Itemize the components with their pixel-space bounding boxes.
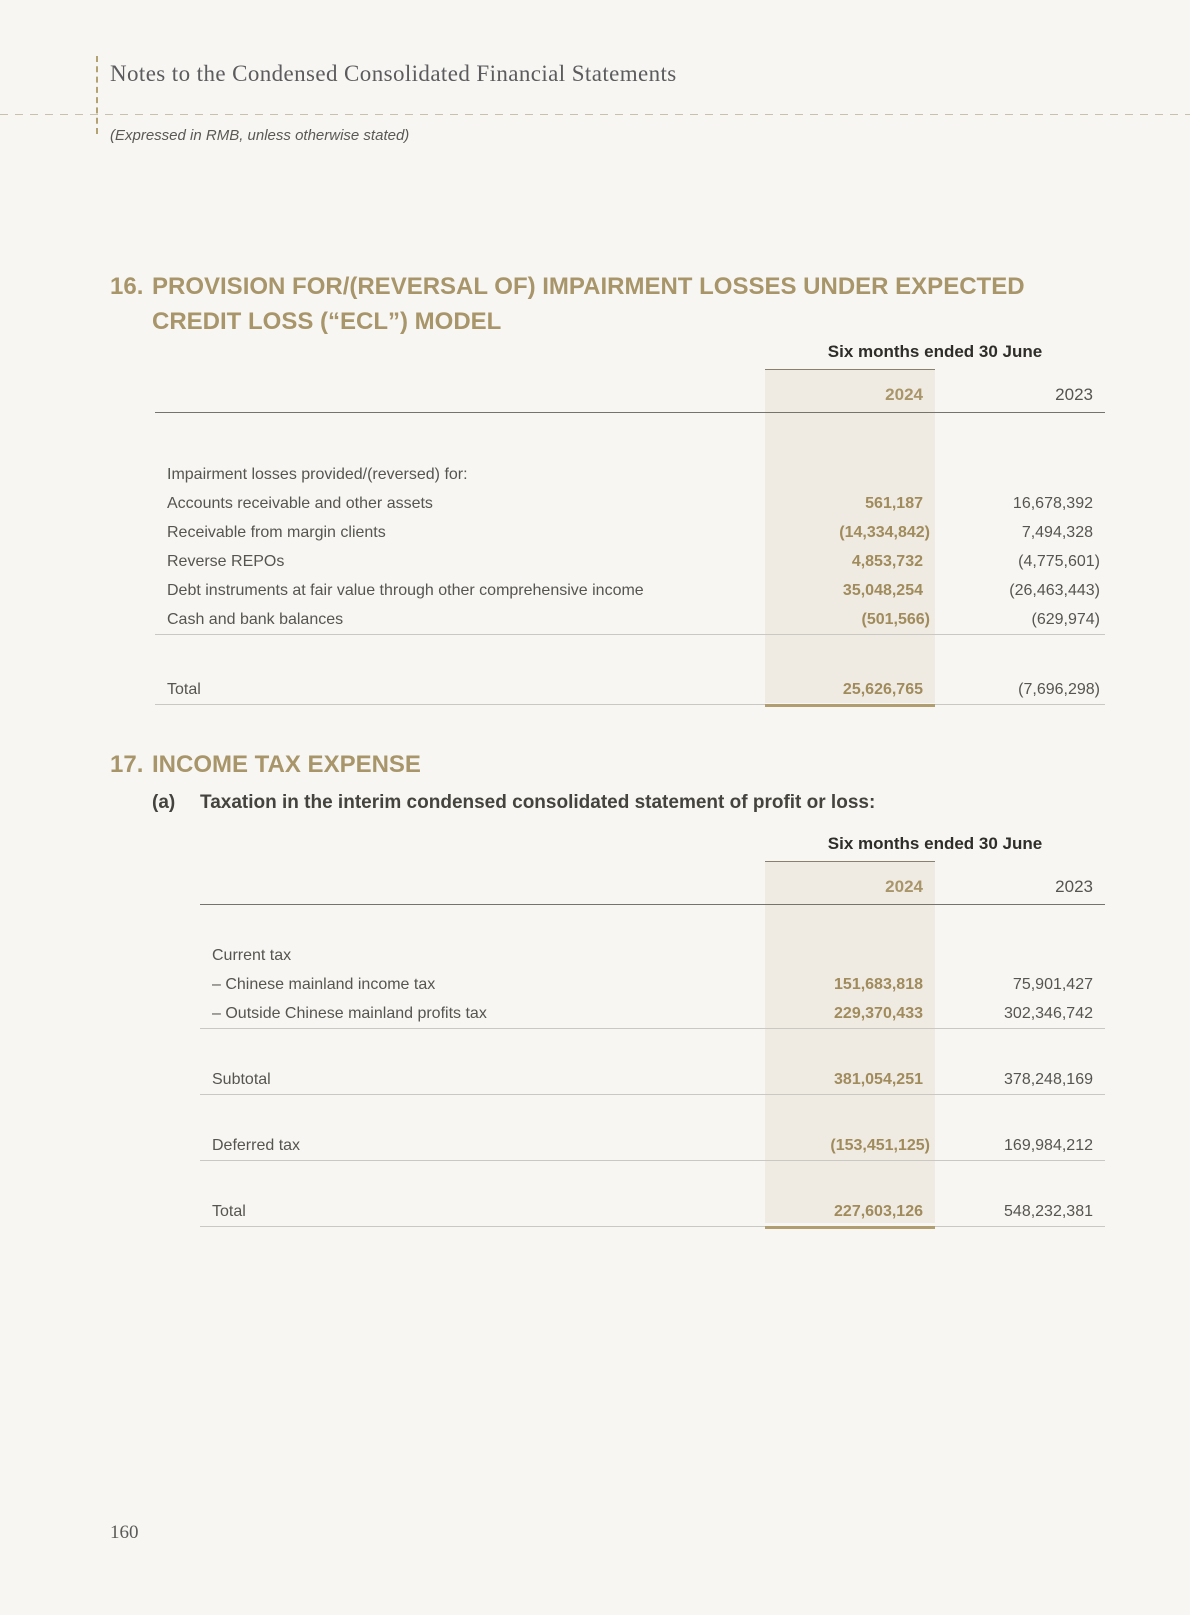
row-label: – Chinese mainland income tax [212, 975, 436, 993]
income-tax-table [200, 832, 1105, 1232]
table-bottom-rule [155, 704, 1105, 705]
page-number: 160 [110, 1522, 139, 1543]
deferred-tax-row: Deferred tax (153,451,125) 169,984,212 [200, 1131, 1105, 1160]
table-bottom-rule [200, 1226, 1105, 1227]
row-label: Reverse REPOs [167, 552, 285, 570]
year-header-row [155, 370, 1105, 413]
row-label: Cash and bank balances [167, 610, 344, 628]
section-16-title: PROVISION FOR/(REVERSAL OF) IMPAIRMENT LOSSES UNDER EXPECTED CREDIT LOSS (“ECL”) MODEL [152, 273, 1025, 335]
table-row [200, 941, 1105, 970]
period-header: Six months ended 30 June [827, 342, 1043, 361]
table-divider [200, 1028, 1105, 1029]
total-row: Total 227,603,126 548,232,381 [200, 1197, 1105, 1226]
table-row: Reverse REPOs 4,853,732 (4,775,601) [155, 547, 1105, 576]
row-label: – Outside Chinese mainland profits tax [212, 1004, 487, 1022]
document-subtitle: (Expressed in RMB, unless otherwise stated) [110, 127, 410, 144]
table-row: Receivable from margin clients (14,334,842) 7,494,328 [155, 518, 1105, 547]
row-label: Receivable from margin clients [167, 523, 386, 541]
section-17-heading [110, 748, 421, 783]
table-row: – Outside Chinese mainland profits tax 229,370,433 302,346,742 [200, 999, 1105, 1028]
year-header-row [200, 862, 1105, 905]
subtotal-row: Subtotal 381,054,251 378,248,169 [200, 1065, 1105, 1094]
section-16-heading [110, 270, 1092, 340]
section-17-title: INCOME TAX EXPENSE [152, 751, 421, 778]
impairment-losses-table [155, 340, 1105, 712]
row-label: Total [167, 680, 201, 698]
row-label: Total [212, 1202, 246, 1220]
row-label: Subtotal [212, 1070, 271, 1088]
row-label: Current tax [212, 946, 292, 964]
table-row [155, 460, 1105, 489]
column-header-2023: 2023 [1055, 877, 1093, 896]
column-header-2024: 2024 [885, 385, 923, 404]
table-divider [155, 634, 1105, 635]
row-label: Accounts receivable and other assets [167, 494, 433, 512]
table-row: Cash and bank balances (501,566) (629,974) [155, 605, 1105, 634]
shaded-column-bottom-border [765, 704, 935, 707]
section-17a-title: Taxation in the interim condensed consolidated statement of profit or loss: [200, 792, 876, 813]
document-title: Notes to the Condensed Consolidated Financial Statements [110, 61, 677, 86]
header-horizontal-dashed-rule [0, 114, 1190, 115]
table-divider [200, 1160, 1105, 1161]
column-header-2023: 2023 [1055, 385, 1093, 404]
column-header-2024: 2024 [885, 877, 923, 896]
section-17a-label: (a) [152, 792, 176, 813]
header-vertical-dashed-rule [96, 56, 98, 134]
section-17-number: 17. [110, 751, 144, 778]
table-row: Debt instruments at fair value through other comprehensive income 35,048,254 (26,463,443) [155, 576, 1105, 605]
section-17a-heading [152, 792, 875, 814]
table-row: – Chinese mainland income tax 151,683,818 75,901,427 [200, 970, 1105, 999]
period-header: Six months ended 30 June [827, 834, 1043, 853]
row-label: Debt instruments at fair value through other comprehensive income [167, 581, 644, 599]
shaded-column-bottom-border [765, 1226, 935, 1229]
table-row: Accounts receivable and other assets 561,187 16,678,392 [155, 489, 1105, 518]
table-divider [200, 1094, 1105, 1095]
row-label: Impairment losses provided/(reversed) for: [167, 465, 468, 483]
row-label: Deferred tax [212, 1136, 301, 1154]
total-row: Total 25,626,765 (7,696,298) [155, 675, 1105, 704]
section-16-number: 16. [110, 273, 144, 300]
